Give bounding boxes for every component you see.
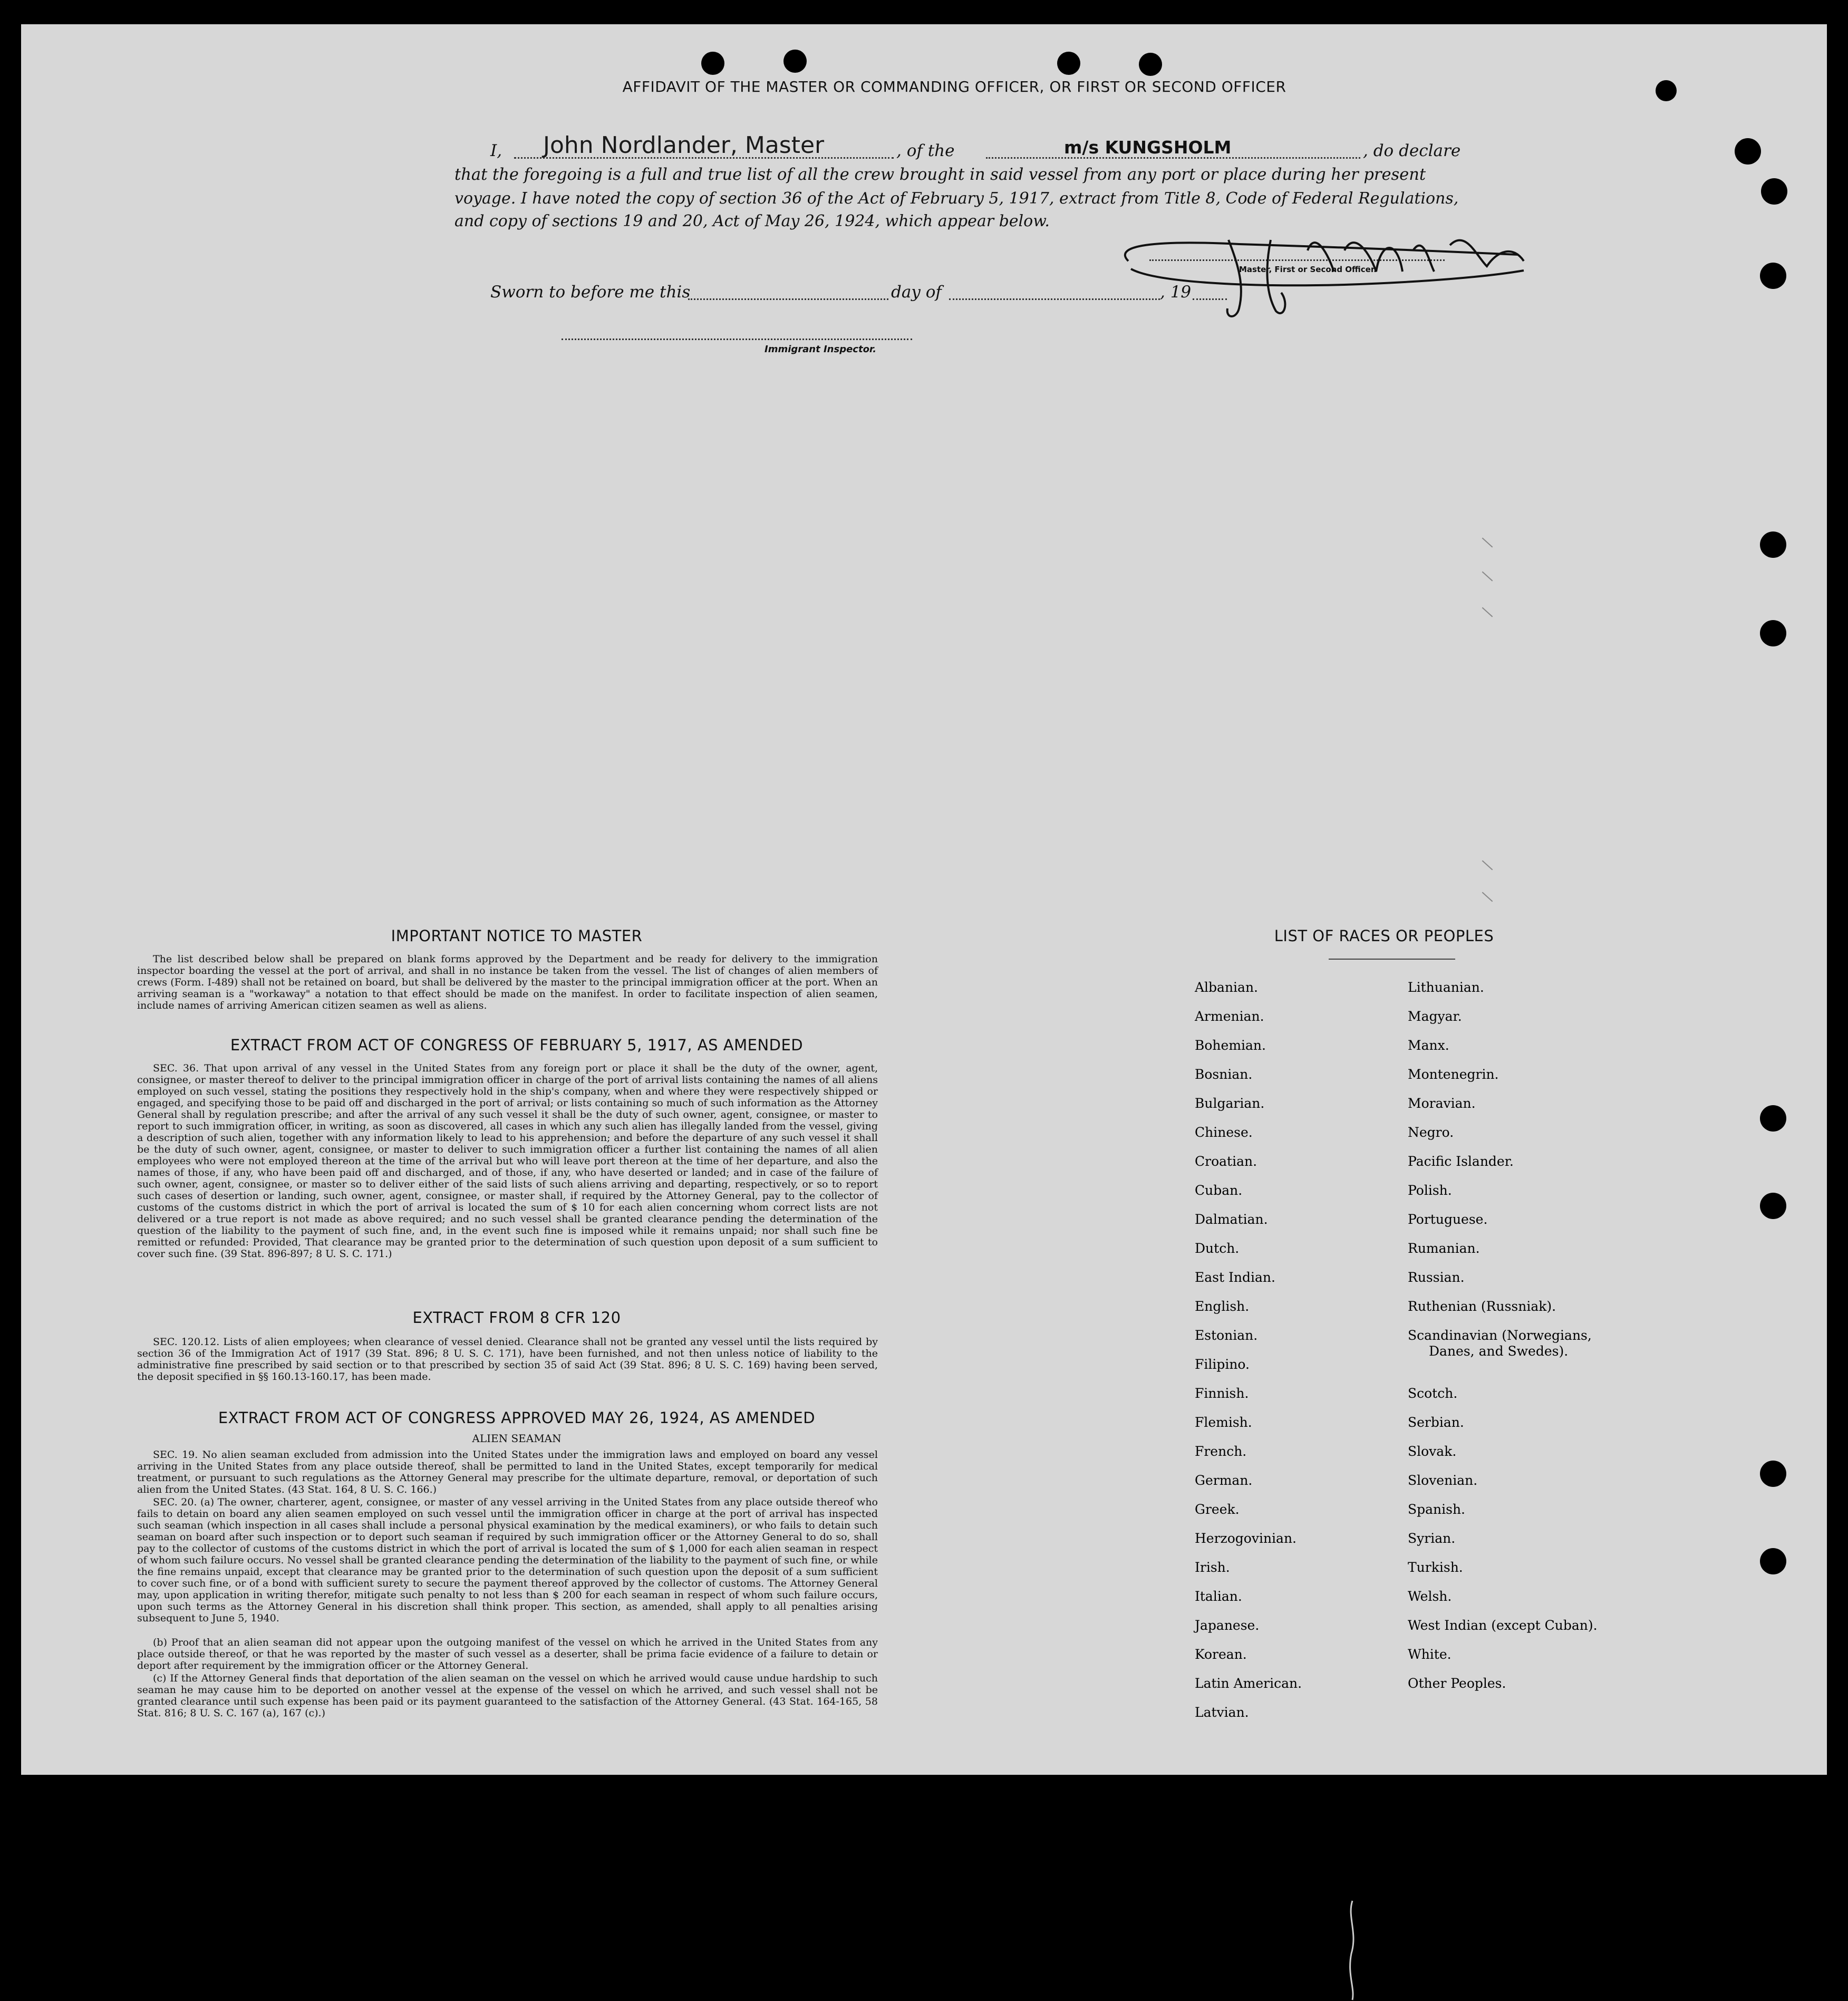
race-item: Polish. xyxy=(1408,1183,1452,1198)
race-item: Armenian. xyxy=(1195,1009,1264,1024)
race-item: Spanish. xyxy=(1408,1502,1466,1517)
race-item: Latvian. xyxy=(1195,1705,1249,1720)
inspector-line xyxy=(562,339,912,340)
punch-hole xyxy=(1057,52,1080,75)
extract-1924-title: EXTRACT FROM ACT OF CONGRESS APPROVED MAY 26, 1924, AS AMENDED xyxy=(218,1409,816,1427)
affidavit-line-4: and copy of sections 19 and 20, Act of May 26, 1924, which appear below. xyxy=(454,212,1050,230)
punch-hole xyxy=(1761,178,1787,205)
race-item: Scandinavian (Norwegians, xyxy=(1408,1328,1592,1343)
extract-cfr-body: SEC. 120.12. Lists of alien employees; when clearance of vessel denied. Clearance shall not be granted any vessel until the lists required by section 36 of the Immigration Act of 1917 (39 Stat. 896; 8 U. S. C. 171), have been furnished, and not then unless notice of liability to the administrative fine prescribed by said section or to that prescribed by section 35 of said Act (39 Stat. 896; 8 U. S. C. 169) having been served, the deposit specified in §§ 160.13-160.17, has been made. xyxy=(137,1336,878,1383)
race-item: Montenegrin. xyxy=(1408,1067,1499,1082)
race-item: Lithuanian. xyxy=(1408,980,1484,995)
race-item: Italian. xyxy=(1195,1589,1242,1604)
extract-1924-sec20a: SEC. 20. (a) The owner, charterer, agent, consignee, or master of any vessel arriving in the United States from any place outside thereof who fails to detain on board any alien seamen employed on such vessel until the immigration officer in charge at the port of arrival has inspected such seaman (which inspection in all cases shall include a personal physical examination by the medical examiners), or who fails to detain such seaman on board after such inspection or to deport such seaman if required by such immigration officer or the Attorney General to do so, shall pay to the collector of customs of the customs district in which the port of arrival is located the sum of $ 1,000 for each alien seaman in respect of whom such failure occurs. No vessel shall be granted clearance pending the determination of the liability to the payment of such fine, or while the fine remains unpaid, except that clearance may be granted prior to the determination of such question upon the deposit of a sum sufficient to cover such fine, or of a bond with sufficient surety to secure the payment thereof approved by the collector of customs. The Attorney General may, upon application in writing therefor, mitigate such penalty to not less than $ 200 for each seaman in respect of whom such failure occurs, upon such terms as the Attorney General in his discretion shall think proper. This section, as amended, shall apply to all penalties arising subsequent to June 5, 1940. xyxy=(137,1496,878,1624)
year-text: , 19 xyxy=(1160,283,1192,302)
race-item: Croatian. xyxy=(1195,1154,1257,1169)
race-item: Portuguese. xyxy=(1408,1212,1488,1227)
punch-hole xyxy=(1760,263,1786,289)
day-of-text: day of xyxy=(891,283,942,302)
sworn-text: Sworn to before me this xyxy=(490,283,691,302)
race-item: Flemish. xyxy=(1195,1415,1252,1430)
extract-1924-sec20c: (c) If the Attorney General finds that deportation of the alien seaman on the vessel on which he arrived would cause undue hardship to such seaman he may cause him to be deported on another vessel at the expense of the vessel on which he arrived, and such vessel shall not be granted clearance until such expense has been paid or its payment guaranteed to the satisfaction of the Attorney General. (43 Stat. 164-165, 58 Stat. 816; 8 U. S. C. 167 (a), 167 (c).) xyxy=(137,1673,878,1719)
races-left-column xyxy=(1195,980,1302,1734)
race-item: Bohemian. xyxy=(1195,1038,1266,1053)
race-item: Magyar. xyxy=(1408,1009,1462,1024)
declarant-name: John Nordlander, Master xyxy=(543,132,825,159)
race-item: Syrian. xyxy=(1408,1531,1456,1546)
race-item: Danes, and Swedes). xyxy=(1429,1343,1569,1359)
punch-hole xyxy=(1656,80,1677,101)
affidavit-line-3: voyage. I have noted the copy of section 36 of the Act of February 5, 1917, extract from Title 8, Code of Federal Regulations, xyxy=(454,189,1459,208)
affidavit-pronoun: I, xyxy=(490,141,502,160)
race-item: Pacific Islander. xyxy=(1408,1154,1514,1169)
race-item: Bosnian. xyxy=(1195,1067,1253,1082)
race-item: Irish. xyxy=(1195,1560,1230,1575)
extract-1917-title: EXTRACT FROM ACT OF CONGRESS OF FEBRUARY 5, 1917, AS AMENDED xyxy=(230,1036,804,1054)
punch-hole xyxy=(1760,1548,1786,1574)
scan-artifact xyxy=(1337,1896,1368,2001)
race-item: Manx. xyxy=(1408,1038,1449,1053)
race-item: Rumanian. xyxy=(1408,1241,1480,1256)
race-item: Japanese. xyxy=(1195,1618,1260,1633)
extract-cfr-title: EXTRACT FROM 8 CFR 120 xyxy=(412,1309,621,1327)
punch-hole xyxy=(1760,1193,1786,1219)
races-right-column xyxy=(1408,980,1598,1705)
race-item: East Indian. xyxy=(1195,1270,1275,1285)
race-item: Dalmatian. xyxy=(1195,1212,1268,1227)
race-item: Scotch. xyxy=(1408,1386,1458,1401)
extract-1917-body: SEC. 36. That upon arrival of any vessel in the United States from any foreign port or place it shall be the duty of the owner, agent, consignee, or master thereof to deliver to the principal immigration officer in charge of the port of arrival lists containing the names of all aliens employed on such vessel, stating the positions they respectively hold in the ship's company, when and where they were respectively shipped or engaged, and specifying those to be paid off and discharged in the port of arrival; or lists containing so much of such information as the Attorney General shall by regulation prescribe; and after the arrival of any such vessel it shall be the duty of such owner, agent, consignee, or master to report to such immigration officer, in writing, as soon as discovered, all cases in which any such alien has illegally landed from the vessel, giving a description of such alien, together with any information likely to lead to his apprehension; and before the departure of any such vessel it shall be the duty of such owner, agent, consignee, or master to deliver to such immigration officer a further list containing the names of all alien employees who were not employed thereon at the time of the arrival but who will leave port thereon at the time of her departure, and also the names of those, if any, who have been paid off and discharged, and of those, if any, who have deserted or landed; and in case of the failure of such owner, agent, consignee, or master so to deliver either of the said lists of such aliens arriving and departing, respectively, or so to report such cases of desertion or landing, such owner, agent, consignee, or master shall, if required by the Attorney General, pay to the collector of customs of the customs district in which the port of arrival is located the sum of $ 10 for each alien concerning whom correct lists are not delivered or a true report is not made as above required; and no such vessel shall be granted clearance pending the determination of the question of the liability to the payment of such fine, and, in the event such fine is imposed while it remains unpaid; nor shall such fine be remitted or refunded: Provided, That clearance may be granted prior to the determination of such question upon deposit of a sum sufficient to cover such fine. (39 Stat. 896-897; 8 U. S. C. 171.) xyxy=(137,1062,878,1260)
extract-1924-sec20b: (b) Proof that an alien seaman did not appear upon the outgoing manifest of the vessel on which he arrived in the United States from any place outside thereof, or that he was reported by the master of such vessel as a deserter, shall be prima facie evidence of a failure to detain or deport after requirement by the immigration officer or the Attorney General. xyxy=(137,1637,878,1671)
race-item: Welsh. xyxy=(1408,1589,1452,1604)
notice-body: The list described below shall be prepared on blank forms approved by the Department and be ready for delivery to the immigration inspector boarding the vessel at the port of arrival, and shall in no instance be taken from the vessel. The list of changes of alien members of crews (Form. I-489) shall not be retained on board, but shall be delivered by the master to the principal immigration officer at the port. When an arriving seaman is a "workaway" a notation to that effect should be made on the manifest. In order to facilitate inspection of alien seamen, include names of arriving American citizen seamen as well as aliens. xyxy=(137,953,878,1011)
sworn-day-line xyxy=(688,298,888,300)
of-the-text: , of the xyxy=(896,141,955,160)
race-item: Turkish. xyxy=(1408,1560,1463,1575)
affidavit-title: AFFIDAVIT OF THE MASTER OR COMMANDING OFFICER, OR FIRST OR SECOND OFFICER xyxy=(622,78,1286,95)
race-item: Serbian. xyxy=(1408,1415,1464,1430)
punch-hole xyxy=(1760,1461,1786,1487)
race-item: Ruthenian (Russniak). xyxy=(1408,1299,1556,1314)
race-item: Herzogovinian. xyxy=(1195,1531,1296,1546)
notice-title: IMPORTANT NOTICE TO MASTER xyxy=(391,927,643,945)
race-item: Other Peoples. xyxy=(1408,1676,1506,1691)
inspector-caption: Immigrant Inspector. xyxy=(765,344,877,355)
race-item: Albanian. xyxy=(1195,980,1259,995)
race-item: Moravian. xyxy=(1408,1096,1476,1111)
punch-hole xyxy=(701,52,724,75)
race-item: Negro. xyxy=(1408,1125,1454,1140)
do-declare-text: , do declare xyxy=(1363,141,1461,160)
sworn-month-line xyxy=(949,298,1160,300)
race-item: Bulgarian. xyxy=(1195,1096,1265,1111)
race-item: Latin American. xyxy=(1195,1676,1302,1691)
affidavit-line-2: that the foregoing is a full and true list of all the crew brought in said vessel from any port or place during her present xyxy=(454,166,1426,184)
race-item: Finnish. xyxy=(1195,1386,1249,1401)
punch-hole xyxy=(1760,620,1786,646)
race-item: Greek. xyxy=(1195,1502,1240,1517)
race-item: Chinese. xyxy=(1195,1125,1253,1140)
race-item: French. xyxy=(1195,1444,1247,1459)
signature-caption: Master, First or Second Officer. xyxy=(1239,265,1377,274)
races-title-underline xyxy=(1329,959,1455,960)
vessel-name: m/s KUNGSHOLM xyxy=(1064,137,1232,158)
race-item: Russian. xyxy=(1408,1270,1465,1285)
races-title: LIST OF RACES OR PEOPLES xyxy=(1274,927,1494,945)
race-item: Filipino. xyxy=(1195,1357,1250,1372)
race-item: Slovak. xyxy=(1408,1444,1457,1459)
extract-1924-sec19: SEC. 19. No alien seaman excluded from admission into the United States under the immigration laws and employed on board any vessel arriving in the United States from any place outside thereof, shall be permitted to land in the United States, except temporarily for medical treatment, or pursuant to such regulations as the Attorney General may prescribe for the ultimate departure, removal, or deportation of such alien from the United States. (43 Stat. 164, 8 U. S. C. 166.) xyxy=(137,1449,878,1495)
punch-hole xyxy=(783,50,807,73)
punch-hole xyxy=(1760,1105,1786,1132)
punch-hole xyxy=(1139,53,1162,76)
punch-hole xyxy=(1760,531,1786,558)
race-item: Korean. xyxy=(1195,1647,1247,1662)
race-item: Estonian. xyxy=(1195,1328,1258,1343)
extract-1924-subtitle: ALIEN SEAMAN xyxy=(472,1432,562,1445)
race-item: Dutch. xyxy=(1195,1241,1240,1256)
punch-hole xyxy=(1735,138,1761,165)
race-item: Slovenian. xyxy=(1408,1473,1478,1488)
race-item: White. xyxy=(1408,1647,1452,1662)
year-line xyxy=(1193,298,1227,300)
race-item: Cuban. xyxy=(1195,1183,1243,1198)
race-item: English. xyxy=(1195,1299,1250,1314)
race-item: German. xyxy=(1195,1473,1253,1488)
race-item: West Indian (except Cuban). xyxy=(1408,1618,1598,1633)
